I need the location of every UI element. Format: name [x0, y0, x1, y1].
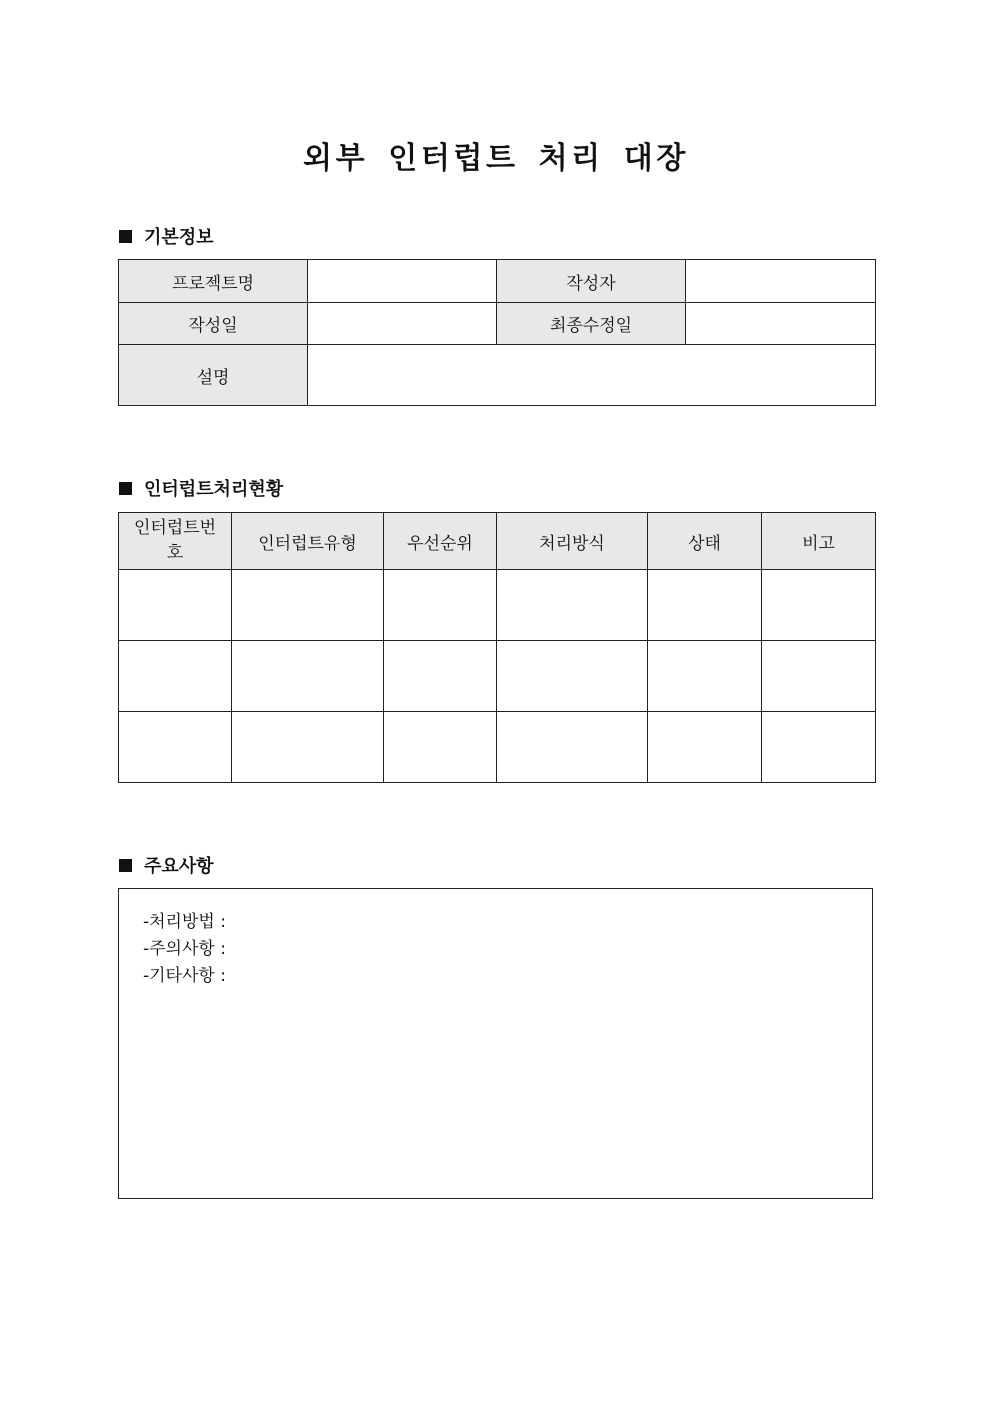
table-cell[interactable] — [232, 641, 384, 712]
notes-line-method: -처리방법 : — [143, 912, 226, 932]
table-cell[interactable] — [119, 570, 232, 641]
modified-date-field[interactable] — [686, 303, 876, 345]
basic-info-row-2 — [119, 303, 876, 345]
author-field[interactable] — [686, 260, 876, 303]
basic-info-row-3 — [119, 345, 876, 406]
square-bullet-icon — [119, 859, 132, 872]
table-cell[interactable] — [762, 570, 876, 641]
status-heading-text: 인터럽트처리현황 — [144, 479, 284, 500]
created-date-field[interactable] — [308, 303, 497, 345]
project-name-label: 프로젝트명 — [119, 260, 308, 303]
notes-line-caution: -주의사항 : — [143, 939, 226, 959]
basic-info-heading — [119, 223, 214, 249]
table-cell[interactable] — [648, 712, 762, 783]
table-row — [119, 712, 876, 783]
modified-date-label: 최종수정일 — [497, 303, 686, 345]
status-heading — [119, 475, 283, 501]
table-cell[interactable] — [232, 570, 384, 641]
table-cell[interactable] — [648, 570, 762, 641]
project-name-field[interactable] — [308, 260, 497, 303]
table-row — [119, 641, 876, 712]
table-cell[interactable] — [384, 570, 497, 641]
column-header: 인터럽트번호 — [119, 513, 232, 570]
description-field[interactable] — [308, 345, 876, 406]
table-cell[interactable] — [232, 712, 384, 783]
status-header-row — [119, 513, 876, 570]
table-cell[interactable] — [119, 641, 232, 712]
column-header: 처리방식 — [497, 513, 648, 570]
table-cell[interactable] — [119, 712, 232, 783]
column-header: 우선순위 — [384, 513, 497, 570]
status-table — [118, 512, 876, 783]
basic-info-row-1 — [119, 260, 876, 303]
table-cell[interactable] — [762, 641, 876, 712]
basic-info-table — [118, 259, 876, 406]
description-label: 설명 — [119, 345, 308, 406]
table-cell[interactable] — [762, 712, 876, 783]
table-cell[interactable] — [384, 641, 497, 712]
created-date-label: 작성일 — [119, 303, 308, 345]
table-cell[interactable] — [497, 641, 648, 712]
table-cell[interactable] — [648, 641, 762, 712]
column-header: 인터럽트유형 — [232, 513, 384, 570]
table-cell[interactable] — [497, 570, 648, 641]
table-cell[interactable] — [384, 712, 497, 783]
table-row — [119, 570, 876, 641]
page-title: 외부 인터럽트 처리 대장 — [303, 141, 689, 176]
column-header: 상태 — [648, 513, 762, 570]
square-bullet-icon — [119, 230, 132, 243]
column-header: 비고 — [762, 513, 876, 570]
square-bullet-icon — [119, 482, 132, 495]
notes-box[interactable] — [118, 888, 873, 1199]
basic-info-heading-text: 기본정보 — [144, 227, 214, 248]
notes-line-other: -기타사항 : — [143, 966, 226, 986]
notes-heading — [119, 852, 214, 878]
notes-heading-text: 주요사항 — [144, 856, 214, 877]
author-label: 작성자 — [497, 260, 686, 303]
table-cell[interactable] — [497, 712, 648, 783]
